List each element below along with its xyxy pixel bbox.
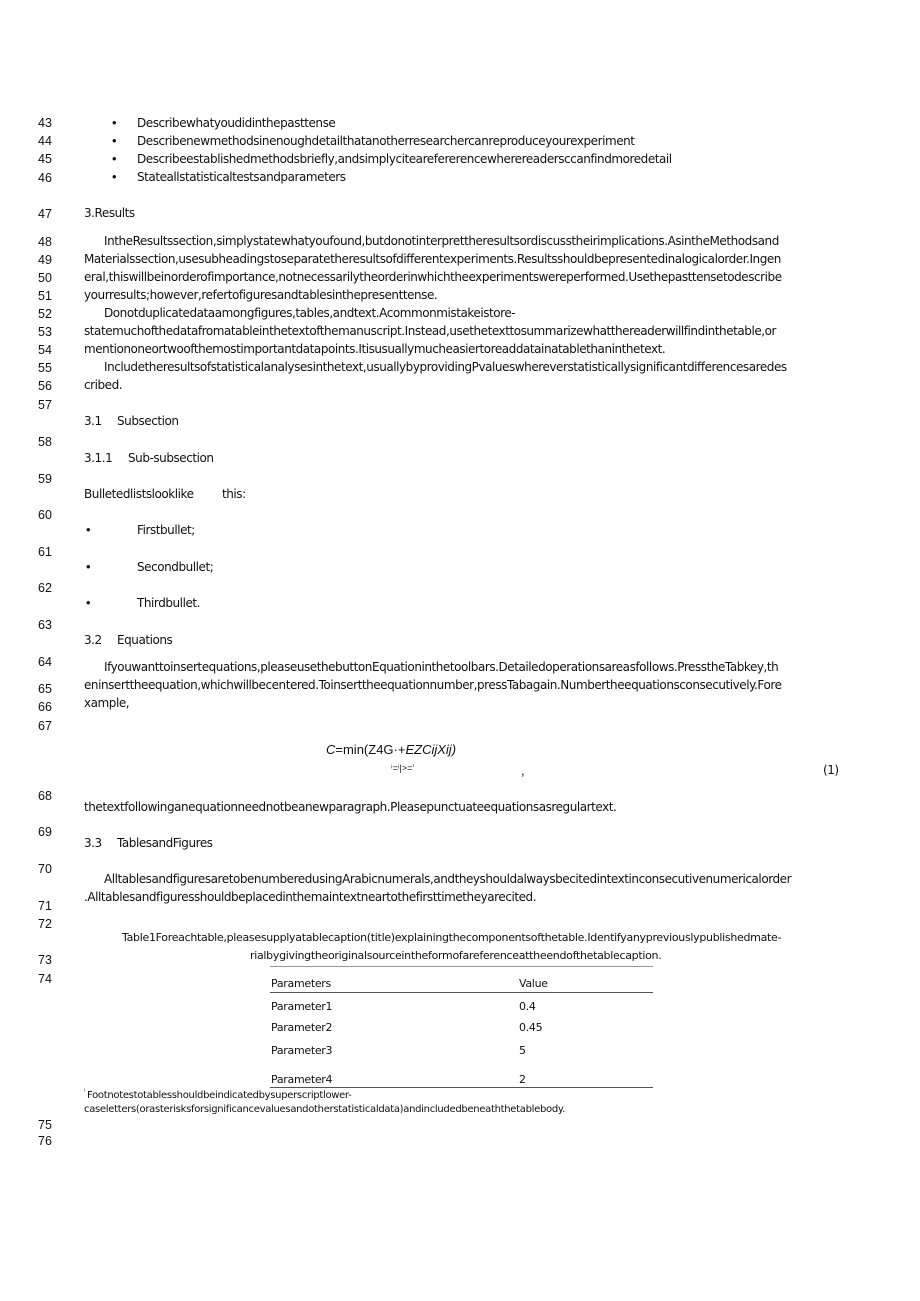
list-item: Describeestablishedmethodsbriefly,andsimplycitearefererencewherereadersccanfindmoredetail: [137, 152, 672, 166]
line-number: 69: [38, 825, 52, 839]
text-line: Donotduplicatedataamongfigures,tables,andtext.Acommonmistakeistore-: [104, 306, 516, 320]
list-item: Firstbullet;: [137, 523, 195, 537]
line-number: 53: [38, 325, 52, 339]
list-item: Describenewmethodsinenoughdetailthatanotherresearchercanreproduceyourexperiment: [137, 134, 635, 148]
equations-title: Equations: [117, 633, 173, 647]
equation-subscript: ⁱ=ⁱ|>=': [391, 763, 415, 773]
line-number: 66: [38, 700, 52, 714]
text-line: statemuchofthedatafromatableinthetextofthemanuscript.Instead,usethetexttosummarizewhatthereaderwillfindinthetable,or: [84, 324, 777, 338]
bullet-glyph: •: [112, 169, 117, 184]
bullet-glyph: •: [86, 559, 91, 574]
line-number: 64: [38, 655, 52, 669]
line-number: 52: [38, 307, 52, 321]
line-number: 59: [38, 472, 52, 486]
line-number: 46: [38, 171, 52, 185]
equation-main: [326, 742, 456, 757]
equation-body-italic: EZCijXij): [405, 742, 457, 757]
text-line: eral,thiswillbeinorderofimportance,notnecessarilytheorderinwhichtheexperimentswereperformed.Usethepasttensetodescribe: [84, 270, 782, 284]
text-line: .Alltablesandfiguresshouldbeplacedinthemaintextneartothefirsttimetheyarecited.: [84, 890, 537, 904]
line-number: 45: [38, 152, 52, 166]
bullet-intro: Bulletedlistslooklike: [84, 487, 194, 501]
list-item: Stateallstatisticaltestsandparameters: [137, 170, 346, 184]
table-caption-line: Table1Foreachtable,pleasesupplyatablecaption(title)explainingthecomponentsofthetable.Identifyanypreviouslypublishedmate-: [122, 931, 782, 944]
line-number: 70: [38, 862, 52, 876]
line-number: 60: [38, 508, 52, 522]
line-number: 55: [38, 361, 52, 375]
bullet-glyph: •: [112, 133, 117, 148]
text-line: IntheResultssection,simplystatewhatyoufound,butdonotinterprettheresultsordiscusstheirimplications.AsintheMethodsand: [104, 234, 779, 248]
line-number: 49: [38, 253, 52, 267]
line-number: 68: [38, 789, 52, 803]
table-header-parameters: Parameters: [271, 977, 331, 990]
line-number: 76: [38, 1134, 52, 1148]
post-equation-text: thetextfollowinganequationneednotbeanewparagraph.Pleasepunctuateequationsasregulartext.: [84, 800, 617, 814]
table-header-value: Value: [519, 977, 548, 990]
bullet-glyph: •: [86, 522, 91, 537]
table-cell: 5: [519, 1044, 526, 1057]
table-cell: Parameter1: [271, 1000, 333, 1013]
line-number: 74: [38, 972, 52, 986]
section-heading-results: 3.Results: [84, 206, 135, 220]
text-line: cribed.: [84, 378, 123, 392]
line-number: 65: [38, 682, 52, 696]
list-item: Thirdbullet.: [137, 596, 201, 610]
table-cell: Parameter2: [271, 1021, 333, 1034]
table-cell: 0.4: [519, 1000, 536, 1013]
equation-comma: ,: [521, 763, 525, 778]
bullet-glyph: •: [112, 151, 117, 166]
subsubsection-number: 3.1.1: [84, 451, 113, 465]
tables-figures-title: TablesandFigures: [117, 836, 213, 850]
footnote-line: Footnotestotablesshouldbeindicatedbysuperscriptlower-: [87, 1090, 352, 1101]
table-top-rule: [270, 966, 653, 967]
line-number: 71: [38, 899, 52, 913]
line-number: 62: [38, 581, 52, 595]
text-line: mentiononeortwoofthemostimportantdatapoints.Itisusuallymucheasiertoreaddatainatablethaninthetext.: [84, 342, 666, 356]
line-number: 47: [38, 207, 52, 221]
line-number: 44: [38, 134, 52, 148]
table-header-rule: [270, 992, 653, 993]
line-number: 61: [38, 545, 52, 559]
line-number: 48: [38, 235, 52, 249]
line-number: 75: [38, 1118, 52, 1132]
equation-var: C: [326, 742, 336, 757]
tables-figures-number: 3.3: [84, 836, 102, 850]
bullet-intro-tail: this:: [222, 487, 246, 501]
text-line: eninserttheequation,whichwillbecentered.Toinserttheequationnumber,pressTabagain.Numbertheequationsconsecutively.Fore: [84, 678, 782, 692]
line-number: 73: [38, 953, 52, 967]
text-line: Ifyouwanttoinsertequations,pleaseusethebuttonEquationinthetoolbars.Detailedoperationsareasfollows.PresstheTabkey,th: [104, 660, 779, 674]
subsection-number: 3.1: [84, 414, 102, 428]
text-line: yourresults;however,refertofiguresandtablesinthepresenttense.: [84, 288, 438, 302]
text-line: AlltablesandfiguresaretobenumberedusingArabicnumerals,andtheyshouldalwaysbecitedintextinconsecutivenumericalorder: [104, 872, 792, 886]
subsection-title: Subsection: [117, 414, 179, 428]
line-number: 63: [38, 618, 52, 632]
list-item: Describewhatyoudidinthepasttense: [137, 116, 336, 130]
table-bottom-rule: [270, 1087, 653, 1088]
text-line: Includetheresultsofstatisticalanalysesinthetext,usuallybyprovidingPvalueswhereverstatisticallysignificantdifferencesaredes: [104, 360, 787, 374]
line-number: 56: [38, 379, 52, 393]
text-line: Materialssection,usesubheadingstoseparatetheresultsofdifferentexperiments.Resultsshouldbepresentedinalogicalorder.Ingen: [84, 252, 781, 266]
table-cell: 0.45: [519, 1021, 543, 1034]
line-number: 58: [38, 435, 52, 449]
table-cell: Parameter3: [271, 1044, 333, 1057]
line-number: 50: [38, 271, 52, 285]
footnote-line: caseletters(orasterisksforsignificancevaluesandotherstatisticaldata)andincludedbeneaththetablebody.: [84, 1104, 565, 1115]
list-item: Secondbullet;: [137, 560, 214, 574]
line-number: 54: [38, 343, 52, 357]
subsubsection-title: Sub-subsection: [128, 451, 214, 465]
table-cell: 2: [519, 1073, 526, 1086]
equation-number-label: (1): [823, 763, 839, 777]
bullet-glyph: •: [86, 595, 91, 610]
footnote-mark: ˡ: [84, 1088, 85, 1096]
bullet-glyph: •: [112, 115, 117, 130]
table-caption-line: rialbygivingtheoriginalsourceintheformofareferenceattheendofthetablecaption.: [250, 949, 662, 962]
line-number: 43: [38, 116, 52, 130]
line-number: 72: [38, 917, 52, 931]
line-number: 57: [38, 398, 52, 412]
equations-number: 3.2: [84, 633, 102, 647]
line-number: 51: [38, 289, 52, 303]
text-line: xample,: [84, 696, 130, 710]
equation-body: =min(Z4G·+: [335, 742, 406, 757]
table-cell: Parameter4: [271, 1073, 333, 1086]
line-number: 67: [38, 719, 52, 733]
